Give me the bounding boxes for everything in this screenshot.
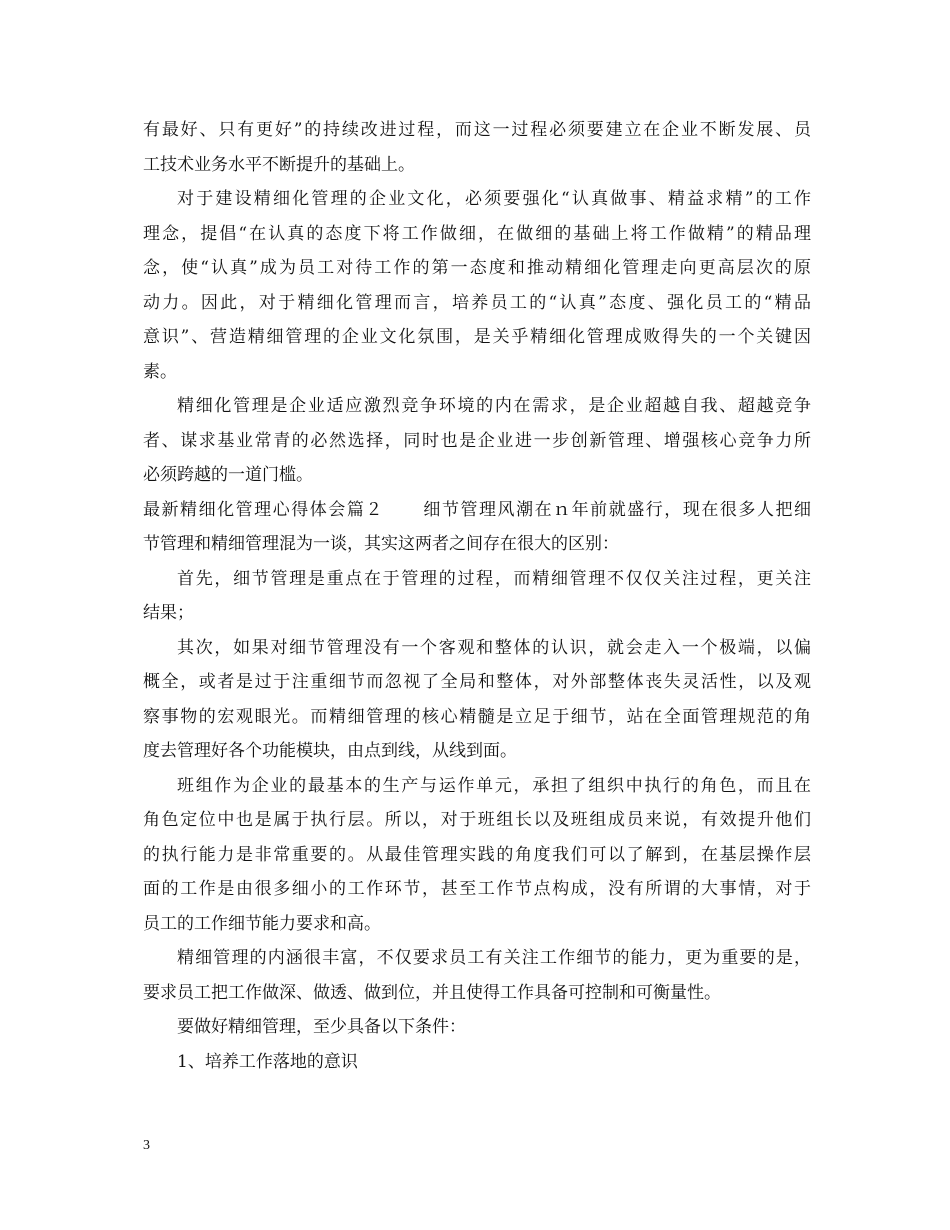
paragraph-line: 班组作为企业的最基本的生产与运作单元，承担了组织中执行的角色，而且在: [177, 775, 811, 796]
paragraph-line: 概全，或者是过于注重细节而忽视了全局和整体，对外部整体丧失灵活性，以及观: [143, 672, 811, 692]
section-heading-line: [143, 493, 811, 528]
body-text: [143, 113, 811, 1079]
paragraph-text: 细节管理风潮在ｎ年前就盛行，现在很多人把细: [421, 499, 812, 520]
paragraph-line: 的执行能力是非常重要的。从最佳管理实践的角度我们可以了解到，在基层操作层: [143, 844, 811, 865]
paragraph-line: 度去管理好各个功能模块，由点到线，从线到面。: [143, 741, 517, 761]
paragraph-line: 角色定位中也是属于执行层。所以，对于班组长以及班组成员来说，有效提升他们: [143, 810, 811, 830]
paragraph-line: 察事物的宏观眼光。而精细管理的核心精髓是立足于细节，站在全面管理规范的角: [143, 706, 811, 727]
paragraph-line: 念，使“认真”成为员工对待工作的第一态度和推动精细化管理走向更高层次的原: [143, 258, 811, 278]
section-heading: 最新精细化管理心得体会篇２: [143, 499, 384, 520]
paragraph-line: 意识”、营造精细管理的企业文化氛围，是关乎精细化管理成败得失的一个关键因: [143, 327, 811, 347]
paragraph-line: 者、谋求基业常青的必然选择，同时也是企业进一步创新管理、增强核心竞争力所: [143, 430, 811, 451]
paragraph-line: 节管理和精细管理混为一谈，其实这两者之间存在很大的区别：: [143, 534, 619, 554]
paragraph-line: 动力。因此，对于精细化管理而言，培养员工的“认真”态度、强化员工的“精品: [143, 292, 811, 313]
paragraph-line: 精细管理的内涵很丰富，不仅要求员工有关注工作细节的能力，更为重要的是，: [177, 948, 811, 968]
page-number: 3: [143, 1138, 150, 1153]
paragraph-line: 要做好精细管理，至少具备以下条件：: [177, 1017, 466, 1037]
list-item-heading: 1、培养工作落地的意识: [177, 1051, 358, 1072]
paragraph-line: 结果；: [143, 603, 194, 623]
paragraph-line: 理念，提倡“在认真的态度下将工作做细，在做细的基础上将工作做精”的精品理: [143, 223, 811, 244]
paragraph-line: 工技术业务水平不断提升的基础上。: [143, 154, 415, 175]
paragraph-line: 有最好、只有更好”的持续改进过程，而这一过程必须要建立在企业不断发展、员: [143, 120, 811, 140]
paragraph-line: 素。: [143, 361, 177, 382]
paragraph-line: 其次，如果对细节管理没有一个客观和整体的认识，就会走入一个极端，以偏: [177, 637, 811, 658]
paragraph-line: 精细化管理是企业适应激烈竞争环境的内在需求，是企业超越自我、超越竞争: [177, 396, 811, 416]
paragraph-line: 面的工作是由很多细小的工作环节，甚至工作节点构成，没有所谓的大事情，对于: [143, 879, 811, 899]
paragraph-line: 员工的工作细节能力要求和高。: [143, 913, 381, 934]
paragraph-line: 要求员工把工作做深、做透、做到位，并且使得工作具备可控制和可衡量性。: [143, 982, 721, 1003]
paragraph-line: 必须跨越的一道门槛。: [143, 465, 313, 485]
paragraph-line: 对于建设精细化管理的企业文化，必须要强化“认真做事、精益求精”的工作: [177, 189, 811, 209]
paragraph-line: 首先，细节管理是重点在于管理的过程，而精细管理不仅仅关注过程，更关注: [177, 568, 811, 589]
